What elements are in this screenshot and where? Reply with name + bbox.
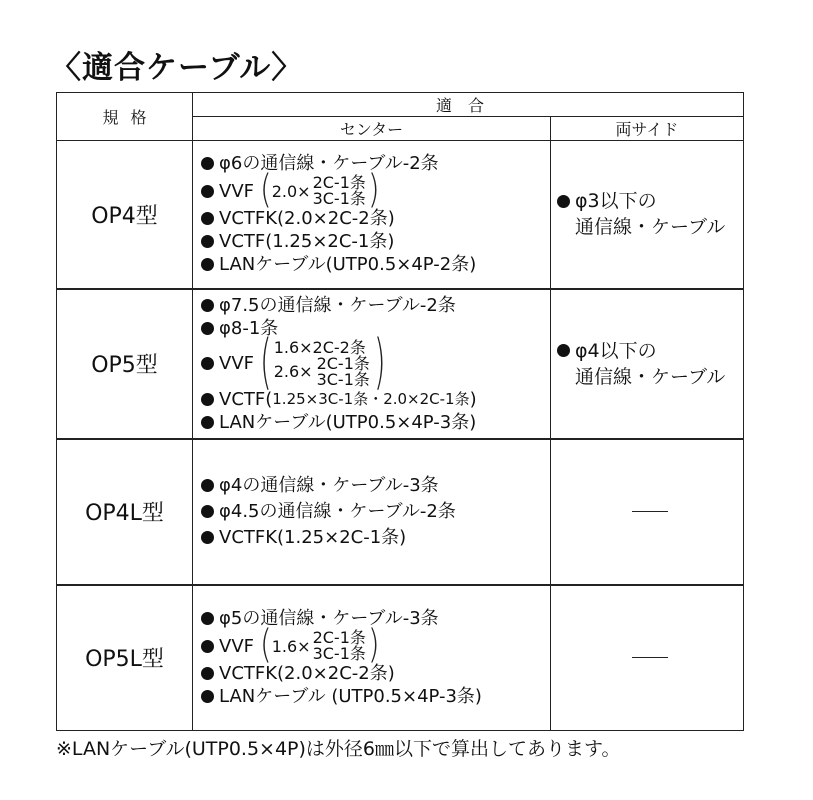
vvf-spec xyxy=(259,622,380,669)
side-item xyxy=(557,338,743,364)
item-text: φ7.5の通信線・ケーブル-2条 xyxy=(219,294,456,316)
empty-dash xyxy=(632,657,668,658)
bullet-icon xyxy=(201,479,214,492)
vvf-option: 3C-1条 xyxy=(312,644,366,664)
footnote: ※LANケーブル(UTP0.5×4P)は外径6㎜以下で算出してあります。 xyxy=(56,738,621,760)
cable-spec-table xyxy=(56,92,744,731)
item-text: VVF xyxy=(219,353,254,374)
close-paren-icon: ) xyxy=(367,622,380,669)
list-item xyxy=(201,525,550,551)
vvf-substack xyxy=(316,353,370,389)
bullet-icon xyxy=(201,612,214,625)
side-text: 通信線・ケーブル xyxy=(575,365,726,388)
header-row-1 xyxy=(57,93,744,117)
bullet-icon xyxy=(201,185,214,198)
side-cell xyxy=(551,289,744,439)
side-cell xyxy=(551,585,744,731)
table-row xyxy=(57,585,744,731)
bullet-icon xyxy=(201,157,214,170)
side-text: 通信線・ケーブル xyxy=(575,216,726,239)
vvf-spec xyxy=(259,327,386,398)
close-paren-icon: ) xyxy=(367,167,380,214)
item-text: VCTFK(2.0×2C-2条) xyxy=(219,663,395,685)
item-text: VCTFK(2.0×2C-2条) xyxy=(219,208,395,230)
bullet-icon xyxy=(557,195,570,208)
bullet-icon xyxy=(201,416,214,429)
item-text: φ8-1条 xyxy=(219,317,279,339)
list-item xyxy=(201,253,550,276)
center-cell xyxy=(193,141,551,289)
vvf-option: 1.6×2C-2条 xyxy=(273,337,366,357)
vvf-stack xyxy=(313,175,366,207)
bullet-icon xyxy=(201,212,214,225)
side-text: φ3以下の xyxy=(575,190,657,213)
bullet-icon xyxy=(201,357,214,370)
item-text: φ5の通信線・ケーブル-3条 xyxy=(219,608,439,630)
list-item xyxy=(201,622,550,669)
model-name: OP5L型 xyxy=(57,585,193,731)
vvf-option: 3C-1条 xyxy=(312,189,366,209)
list-item xyxy=(201,473,550,499)
item-text: VCTF( xyxy=(219,388,273,410)
side-cell xyxy=(551,141,744,289)
center-cell xyxy=(193,289,551,439)
vvf-lead: 2.0× xyxy=(271,181,311,201)
vvf-option: 2C-1条 xyxy=(316,353,370,373)
bullet-icon xyxy=(201,322,214,335)
vvf-spec xyxy=(259,167,380,214)
bullet-icon xyxy=(201,667,214,680)
bullet-icon xyxy=(557,344,570,357)
bullet-icon xyxy=(201,393,214,406)
item-text: ) xyxy=(469,388,477,410)
side-text: φ4以下の xyxy=(575,339,657,362)
close-paren-icon: ) xyxy=(373,327,386,398)
header-side: 両サイド xyxy=(551,117,744,141)
bullet-icon xyxy=(201,258,214,271)
side-cell xyxy=(551,439,744,585)
bullet-icon xyxy=(201,640,214,653)
bullet-icon xyxy=(201,690,214,703)
item-text: φ4の通信線・ケーブル-3条 xyxy=(219,474,439,496)
item-text: LANケーブル(UTP0.5×4P-2条) xyxy=(219,254,477,276)
center-cell xyxy=(193,439,551,585)
bullet-icon xyxy=(201,299,214,312)
center-cell xyxy=(193,585,551,731)
item-text: VVF xyxy=(219,635,254,657)
list-item xyxy=(201,294,550,317)
table-row xyxy=(57,141,744,289)
item-text: φ6の通信線・ケーブル-2条 xyxy=(219,153,439,175)
table-row xyxy=(57,289,744,439)
vvf-lead: 1.6× xyxy=(271,636,311,656)
vvf-option: 3C-1条 xyxy=(316,369,370,389)
open-paren-icon: ( xyxy=(259,622,272,669)
list-item xyxy=(201,411,550,434)
vvf-stack xyxy=(313,630,366,662)
list-item xyxy=(201,230,550,253)
item-text: LANケーブル (UTP0.5×4P-3条) xyxy=(219,686,482,708)
header-center: センター xyxy=(193,117,551,141)
item-text: φ4.5の通信線・ケーブル-2条 xyxy=(219,500,456,522)
table-row xyxy=(57,439,744,585)
section-title: 〈適合ケーブル〉 xyxy=(50,50,304,86)
list-item xyxy=(201,685,550,708)
item-text: VCTF(1.25×2C-1条) xyxy=(219,231,395,253)
open-paren-icon: ( xyxy=(259,167,272,214)
header-tekigo: 適合 xyxy=(193,93,744,117)
header-kikaku: 規格 xyxy=(57,93,193,141)
vvf-option: 2C-1条 xyxy=(312,628,366,648)
vvf-lead: 2.6× xyxy=(273,361,313,381)
vvf-option: 2C-1条 xyxy=(312,173,366,193)
item-text: VCTFK(1.25×2C-1条) xyxy=(219,526,407,548)
bullet-icon xyxy=(201,505,214,518)
bullet-icon xyxy=(201,235,214,248)
list-item xyxy=(201,167,550,214)
model-name: OP5型 xyxy=(57,289,193,439)
list-item xyxy=(201,499,550,525)
vvf-option-group xyxy=(273,353,372,389)
bullet-icon xyxy=(201,531,214,544)
side-item xyxy=(557,188,743,214)
item-text: 1.25×3C-1条・2.0×2C-1条 xyxy=(272,389,470,408)
model-name: OP4型 xyxy=(57,141,193,289)
model-name: OP4L型 xyxy=(57,439,193,585)
empty-dash xyxy=(632,511,668,512)
vvf-stack xyxy=(273,337,372,389)
open-paren-icon: ( xyxy=(259,327,272,398)
item-text: LANケーブル(UTP0.5×4P-3条) xyxy=(219,411,477,433)
item-text: VVF xyxy=(219,180,254,202)
